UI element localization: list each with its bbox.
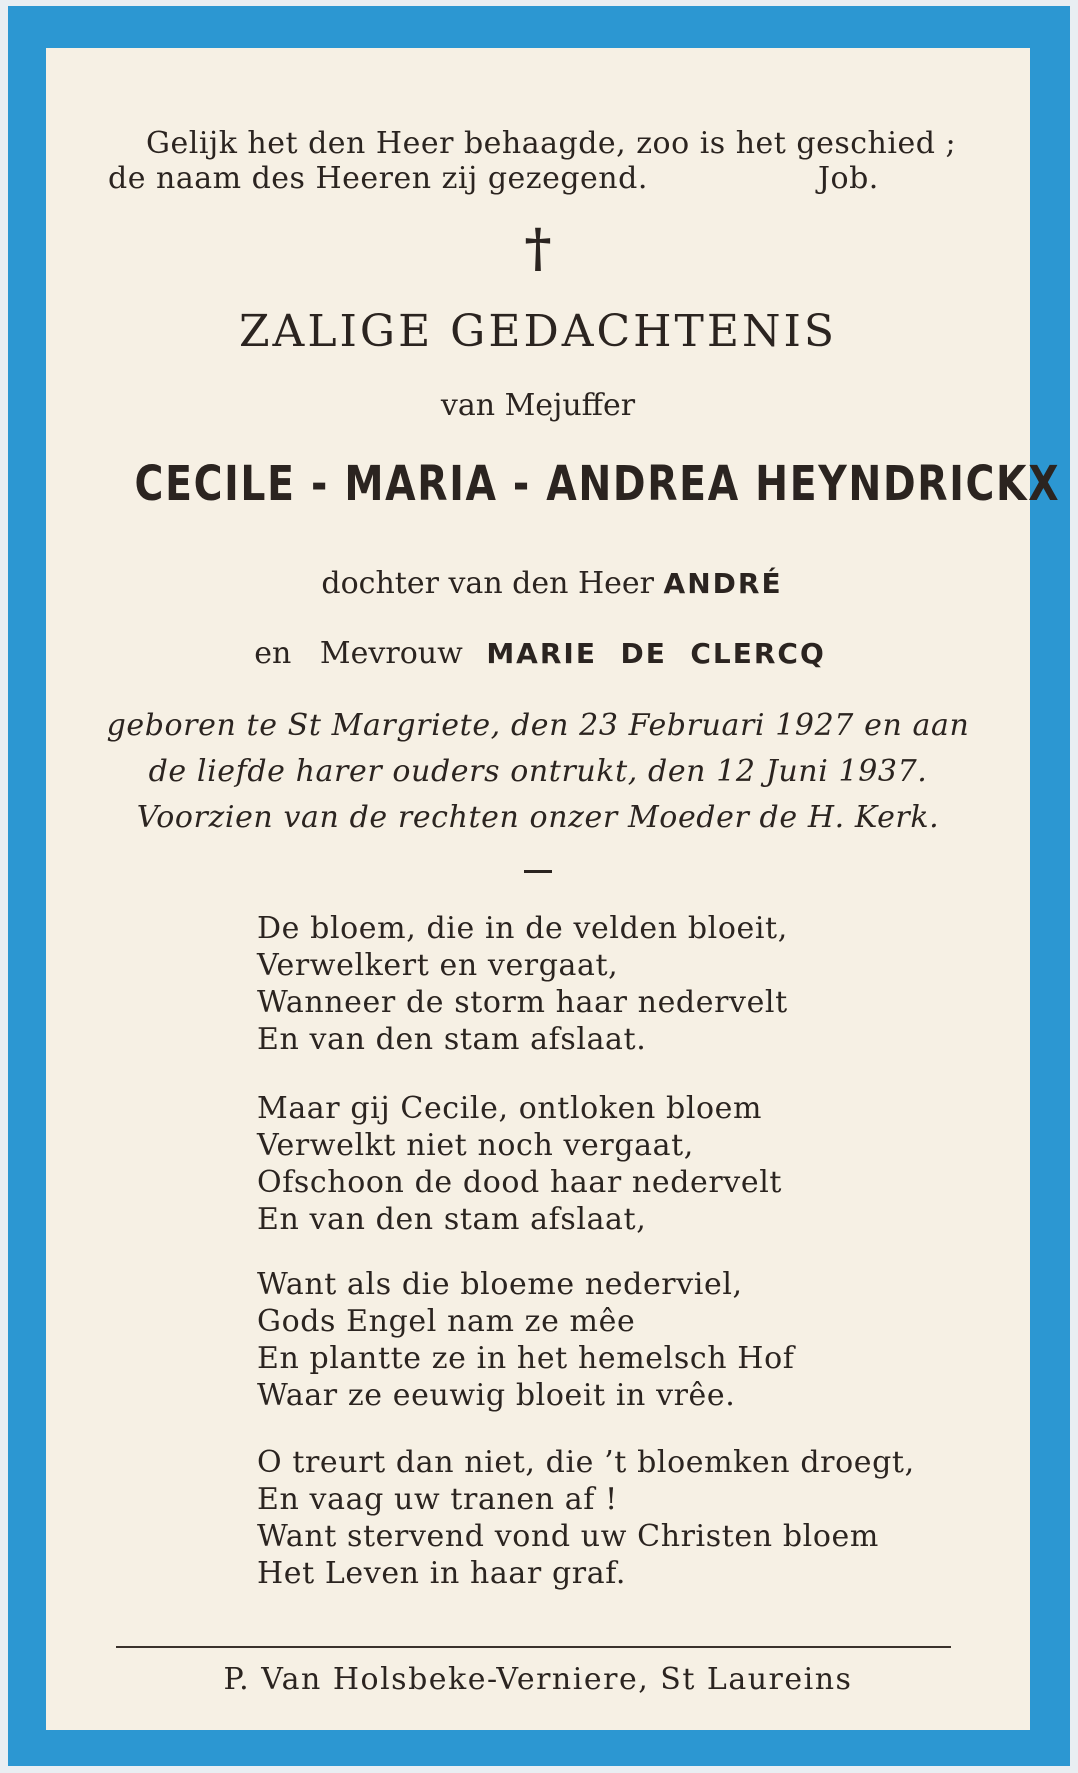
poem-line: Want als die bloeme nederviel, [257, 1267, 743, 1302]
mother-line [46, 636, 1030, 671]
poem-stanza-3 [257, 1266, 794, 1414]
poem-line: O treurt dan niet, die ’t bloemken droegt, [257, 1445, 915, 1480]
poem-stanza-4 [257, 1444, 915, 1592]
poem-line: En van den stam afslaat. [257, 1022, 647, 1057]
mother-name: MARIE DE CLERCQ [486, 637, 826, 670]
heading: ZALIGE GEDACHTENIS [238, 306, 838, 357]
poem-line: Verwelkt niet noch vergaat, [257, 1128, 694, 1163]
poem-line: De bloem, die in de velden bloeit, [257, 911, 788, 946]
biography-line-2: de liefde harer ouders ontrukt, den 12 Juni 1937. [148, 754, 928, 789]
cross-icon: † [524, 218, 552, 279]
memorial-card [8, 6, 1070, 1766]
poem-line: Het Leven in haar graf. [257, 1556, 626, 1591]
poem-line: En vaag uw tranen af ! [257, 1482, 618, 1517]
father-line [46, 566, 1030, 601]
father-name: ANDRÉ [663, 567, 783, 600]
biography-line-3: Voorzien van de rechten onzer Moeder de H. Kerk. [136, 800, 940, 835]
biography-line-1: geboren te St Margriete, den 23 Februari 1927 en aan [106, 708, 970, 743]
printer-imprint: P. Van Holsbeke-Verniere, St Laureins [223, 1662, 853, 1697]
poem-stanza-1 [257, 910, 788, 1058]
poem-line: Verwelkert en vergaat, [257, 948, 619, 983]
epigraph-line-1: Gelijk het den Heer behaagde, zoo is het geschied ; [146, 126, 957, 161]
honorific: van Mejuffer [440, 388, 636, 423]
poem-line: Want stervend vond uw Christen bloem [257, 1519, 879, 1554]
epigraph-source: Job. [818, 161, 879, 196]
poem-line: Maar gij Cecile, ontloken bloem [257, 1091, 763, 1126]
deceased-name: CECILE - MARIA - ANDREA HEYNDRICKX [134, 456, 1061, 512]
poem-line: Wanneer de storm haar nedervelt [257, 985, 788, 1020]
footer-rule [116, 1646, 951, 1648]
father-prefix: dochter van den Heer [321, 566, 654, 601]
mother-prefix: en Mevrouw [254, 636, 463, 671]
poem-line: En plantte ze in het hemelsch Hof [257, 1341, 795, 1376]
card-paper [46, 48, 1061, 1730]
poem-line: En van den stam afslaat, [257, 1202, 647, 1237]
poem-line: Gods Engel nam ze mêe [257, 1304, 636, 1339]
poem-line: Waar ze eeuwig bloeit in vrêe. [257, 1378, 736, 1413]
divider-dash [524, 870, 552, 873]
poem-line: Ofschoon de dood haar nedervelt [257, 1165, 783, 1200]
epigraph-line-2: de naam des Heeren zij gezegend. [108, 161, 648, 196]
poem-stanza-2 [257, 1090, 782, 1238]
